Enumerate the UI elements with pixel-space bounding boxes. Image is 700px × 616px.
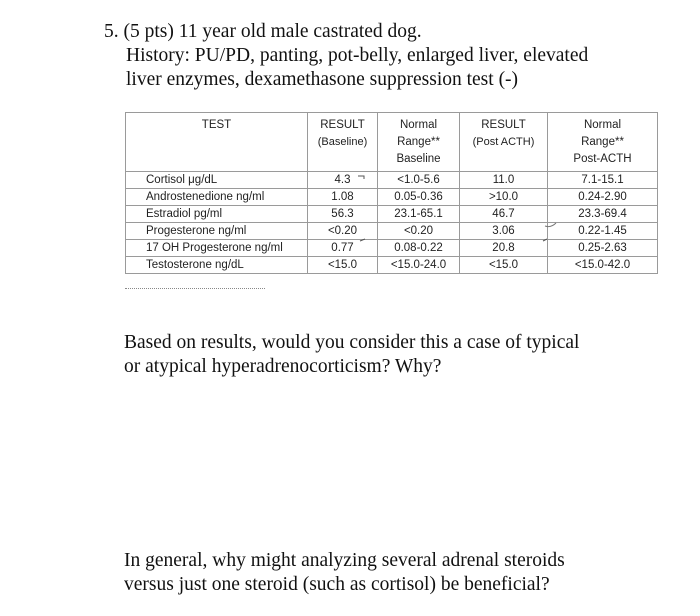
header-normal-post-line3: Post-ACTH <box>573 153 632 165</box>
question-typical-line-2: or atypical hyperadrenocorticism? Why? <box>124 356 442 377</box>
flag-mark-high <box>545 223 556 227</box>
header-normal-range-line3: Baseline <box>396 153 441 165</box>
row-baseline-range: <1.0-5.6 <box>378 172 460 189</box>
row-post-range: 0.25-2.63 <box>548 240 658 257</box>
row-test-name: Androstenedione ng/ml <box>126 189 308 206</box>
row-baseline-value: 1.08 <box>308 189 378 206</box>
row-post-value: 3.06 <box>460 223 548 240</box>
row-test-name: Cortisol μg/dL <box>126 172 308 189</box>
header-result-post-line2: (Post ACTH) <box>472 136 535 148</box>
row-post-value: 20.8 <box>460 240 548 257</box>
row-baseline-range: <15.0-24.0 <box>378 257 460 274</box>
header-normal-range-line1: Normal <box>399 119 438 131</box>
header-test-label: TEST <box>201 119 232 131</box>
row-baseline-range: 0.08-0.22 <box>378 240 460 257</box>
question-typical-line-1: Based on results, would you consider this a case of typical <box>124 332 580 353</box>
row-post-range: <15.0-42.0 <box>548 257 658 274</box>
row-baseline-value: 4.3 <box>308 172 378 189</box>
row-post-value: >10.0 <box>460 189 548 206</box>
header-result-baseline-line1: RESULT <box>320 119 365 131</box>
header-result-post-line1: RESULT <box>481 119 526 131</box>
row-baseline-range: 23.1-65.1 <box>378 206 460 223</box>
question-5-history-line-1: History: PU/PD, panting, pot-belly, enlarged liver, elevated <box>126 45 589 66</box>
row-post-range: 7.1-15.1 <box>548 172 658 189</box>
question-multiple-steroids <box>124 549 664 597</box>
header-normal-range-line2: Range** <box>397 136 440 148</box>
question-5-title: 5. (5 pts) 11 year old male castrated dog. <box>104 21 422 42</box>
row-test-name: Progesterone ng/ml <box>126 223 308 240</box>
header-result-baseline-line2: (Baseline) <box>317 136 368 148</box>
row-baseline-range: 0.05-0.36 <box>378 189 460 206</box>
row-post-value: 11.0 <box>460 172 548 189</box>
row-baseline-value: <0.20 <box>308 223 378 240</box>
row-post-range: 0.22-1.45 <box>548 223 658 240</box>
row-post-range: 0.24-2.90 <box>548 189 658 206</box>
flag-mark-high <box>358 176 364 179</box>
row-test-name: Testosterone ng/dL <box>126 257 308 274</box>
row-post-range: 23.3-69.4 <box>548 206 658 223</box>
question-typical-atypical <box>124 331 644 379</box>
question-5-history-line-2: liver enzymes, dexamethasone suppression test (-) <box>126 69 519 90</box>
flag-mark-high <box>543 239 547 241</box>
question-steroids-line-2: versus just one steroid (such as cortisol) be beneficial? <box>124 574 550 595</box>
row-test-name: Estradiol pg/ml <box>126 206 308 223</box>
header-normal-post-line2: Range** <box>581 136 624 148</box>
question-steroids-line-1: In general, why might analyzing several adrenal steroids <box>124 550 565 571</box>
row-baseline-value: <15.0 <box>308 257 378 274</box>
header-normal-post-line1: Normal <box>583 119 622 131</box>
row-baseline-value: 56.3 <box>308 206 378 223</box>
flag-mark-high <box>360 239 365 241</box>
row-baseline-value: 0.77 <box>308 240 378 257</box>
row-post-value: 46.7 <box>460 206 548 223</box>
row-baseline-range: <0.20 <box>378 223 460 240</box>
row-post-value: <15.0 <box>460 257 548 274</box>
row-test-name: 17 OH Progesterone ng/ml <box>126 240 308 257</box>
